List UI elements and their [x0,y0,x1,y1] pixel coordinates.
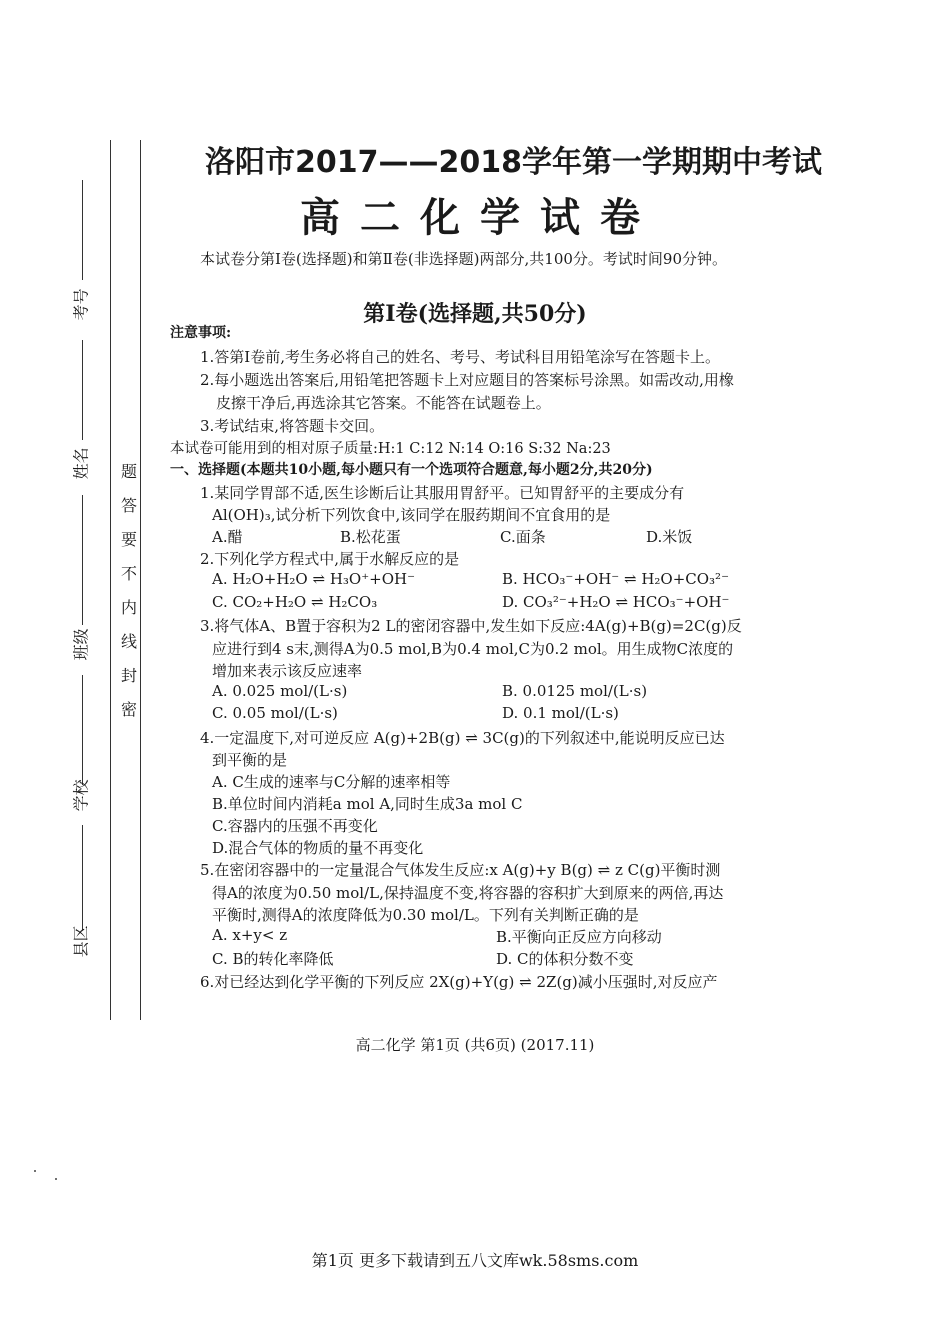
part1-heading: 一、选择题(本题共10小题,每小题只有一个选项符合题意,每小题2分,共20分) [170,462,653,478]
kaohao-blank-lower [82,340,83,440]
q3-stem-line1: 3.将气体A、B置于容积为2 L的密闭容器中,发生如下反应:4A(g)+B(g)=2C(g)反 [200,617,742,635]
margin-border-line [110,140,111,1020]
seal-char: 题 [120,462,137,481]
q3-option-d: D. 0.1 mol/(L·s) [502,704,619,722]
q3-stem-line2: 应进行到4 s末,测得A为0.5 mol,B为0.4 mol,C为0.2 mol。用生成物C浓度的 [212,640,734,658]
q4-option-d: D.混合气体的物质的量不再变化 [212,839,424,857]
note-1: 1.答第Ⅰ卷前,考生务必将自己的姓名、考号、考试科目用铅笔涂写在答题卡上。 [200,348,721,366]
q2-option-c: C. CO₂+H₂O ⇌ H₂CO₃ [212,593,378,611]
exam-title: 洛阳市2017——2018学年第一学期期中考试 [205,145,822,180]
seal-char: 密 [120,700,137,719]
q5-stem-line3: 平衡时,测得A的浓度降低为0.30 mol/L。下列有关判断正确的是 [212,906,639,924]
note-2-line2: 皮擦干净后,再选涂其它答案。不能答在试题卷上。 [216,394,551,412]
q5-option-d: D. C的体积分数不变 [496,950,634,968]
q2-option-a: A. H₂O+H₂O ⇌ H₃O⁺+OH⁻ [212,570,415,588]
scan-speck [34,1170,36,1172]
margin-label-xingming: 姓名 [71,447,91,480]
q3-option-c: C. 0.05 mol/(L·s) [212,704,338,722]
banji-blank [82,675,83,785]
atomic-mass-line: 本试卷可能用到的相对原子质量:H:1 C:12 N:14 O:16 S:32 Na:23 [170,441,611,457]
seal-char: 要 [120,530,137,549]
seal-char: 封 [120,666,137,685]
scan-speck [55,1178,57,1180]
exam-subtitle: 高二化学试卷 [300,194,660,241]
seal-char: 答 [120,496,137,515]
q3-stem-line3: 增加来表示该反应速率 [212,662,363,680]
q1-stem-line2: Al(OH)₃,试分析下列饮食中,该同学在服药期间不宜食用的是 [212,506,611,524]
q6-stem-line1: 6.对已经达到化学平衡的下列反应 2X(g)+Y(g) ⇌ 2Z(g)减小压强时,对反应产 [200,973,718,991]
seal-char: 内 [120,598,137,617]
margin-border-line-inner [140,140,141,1020]
exam-intro: 本试卷分第Ⅰ卷(选择题)和第Ⅱ卷(非选择题)两部分,共100分。考试时间90分钟。 [200,250,728,268]
section-title: 第Ⅰ卷(选择题,共50分) [363,301,587,327]
q4-stem-line1: 4.一定温度下,对可逆反应 A(g)+2B(g) ⇌ 3C(g)的下列叙述中,能说明反应已达 [200,729,725,747]
q2-stem: 2.下列化学方程式中,属于水解反应的是 [200,550,460,568]
xingming-blank [82,495,83,625]
note-2-line1: 2.每小题选出答案后,用铅笔把答题卡上对应题目的答案标号涂黑。如需改动,用橡 [200,371,734,389]
q3-option-a: A. 0.025 mol/(L·s) [212,682,348,700]
margin-label-xuexiao: 学校 [71,779,91,812]
q4-option-a: A. C生成的速率与C分解的速率相等 [212,773,451,791]
margin-label-xianqu: 县区 [71,925,91,958]
note-3: 3.考试结束,将答题卡交回。 [200,417,385,435]
q5-stem-line2: 得A的浓度为0.50 mol/L,保持温度不变,将容器的容积扩大到原来的两倍,再达 [212,884,724,902]
q5-option-a: A. x+y< z [212,926,288,944]
q4-option-b: B.单位时间内消耗a mol A,同时生成3a mol C [212,795,523,813]
q2-option-d: D. CO₃²⁻+H₂O ⇌ HCO₃⁻+OH⁻ [502,593,730,611]
q4-option-c: C.容器内的压强不再变化 [212,817,378,835]
q1-option-b: B.松花蛋 [340,528,401,546]
q5-option-c: C. B的转化率降低 [212,950,334,968]
q1-stem-line1: 1.某同学胃部不适,医生诊断后让其服用胃舒平。已知胃舒平的主要成分有 [200,484,685,502]
q2-option-b: B. HCO₃⁻+OH⁻ ⇌ H₂O+CO₃²⁻ [502,570,729,588]
q3-option-b: B. 0.0125 mol/(L·s) [502,682,648,700]
q4-stem-line2: 到平衡的是 [212,751,288,769]
seal-char: 不 [120,564,137,583]
xuexiao-blank [82,825,83,930]
q1-option-a: A.醋 [212,528,243,546]
seal-line-text [118,455,140,727]
q5-option-b: B.平衡向正反应方向移动 [496,928,662,946]
margin-label-kaohao: 考号 [71,288,91,321]
margin-label-banji: 班级 [71,628,91,661]
q1-option-c: C.面条 [500,528,546,546]
page-footer: 高二化学 第1页 (共6页) (2017.11) [355,1036,595,1054]
notes-heading: 注意事项: [170,325,232,341]
q5-stem-line1: 5.在密闭容器中的一定量混合气体发生反应:x A(g)+y B(g) ⇌ z C(g)平衡时测 [200,861,721,879]
seal-char: 线 [120,632,137,651]
download-note: 第1页 更多下载请到五八文库wk.58sms.com [311,1251,639,1270]
q1-option-d: D.米饭 [646,528,693,546]
